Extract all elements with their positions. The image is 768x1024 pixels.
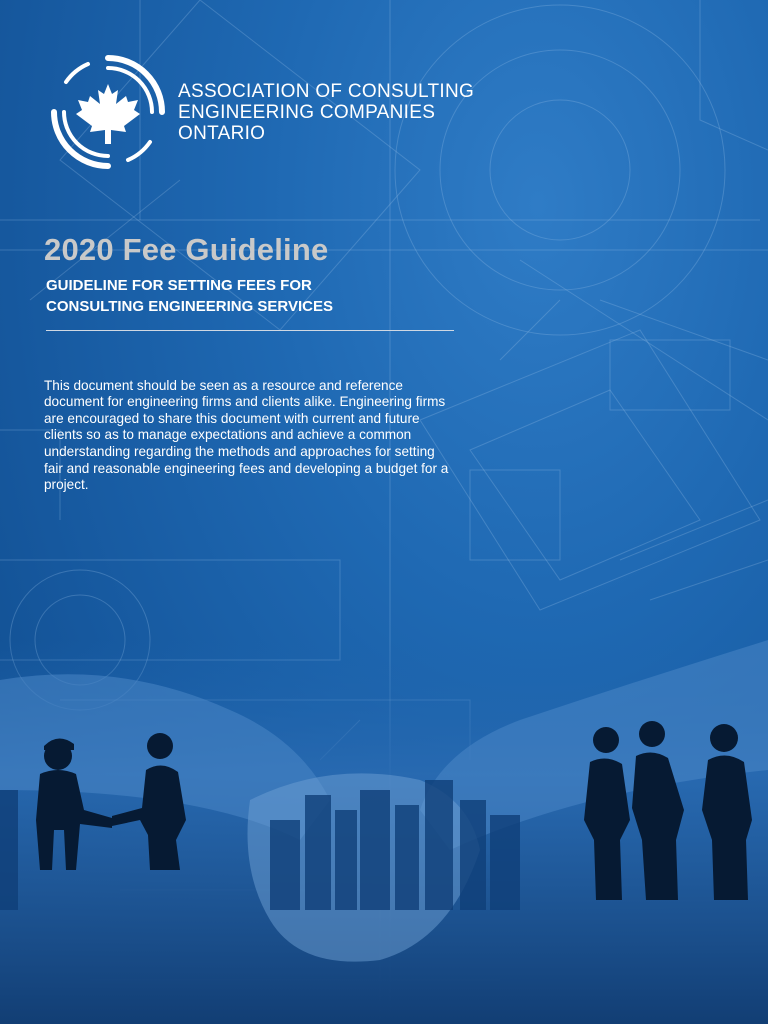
organization-name [178, 81, 474, 144]
document-title: 2020 Fee Guideline [44, 232, 329, 267]
organization-name-line-2: ENGINEERING COMPANIES [178, 101, 436, 123]
maple-leaf-logo-icon [48, 52, 168, 172]
organization-name-line-1: ASSOCIATION OF CONSULTING [178, 80, 475, 102]
document-subtitle-line-2: CONSULTING ENGINEERING SERVICES [46, 298, 333, 315]
organization-logo-block [48, 52, 474, 172]
handshake-silhouettes-illustration [0, 640, 768, 1024]
divider-line [46, 330, 454, 331]
organization-name-line-3: ONTARIO [178, 122, 266, 144]
document-subtitle-line-1: GUIDELINE FOR SETTING FEES FOR [46, 277, 312, 294]
document-subtitle [46, 275, 466, 317]
intro-paragraph: This document should be seen as a resource and reference document for engineering firms and clients alike. Engineering firms are encouraged to share this document with current and future clients so as to manage expectations and achieve a common understanding regarding the methods and approaches for setting fair and reasonable engineering fees and developing a budget for a project. [44, 377, 449, 493]
